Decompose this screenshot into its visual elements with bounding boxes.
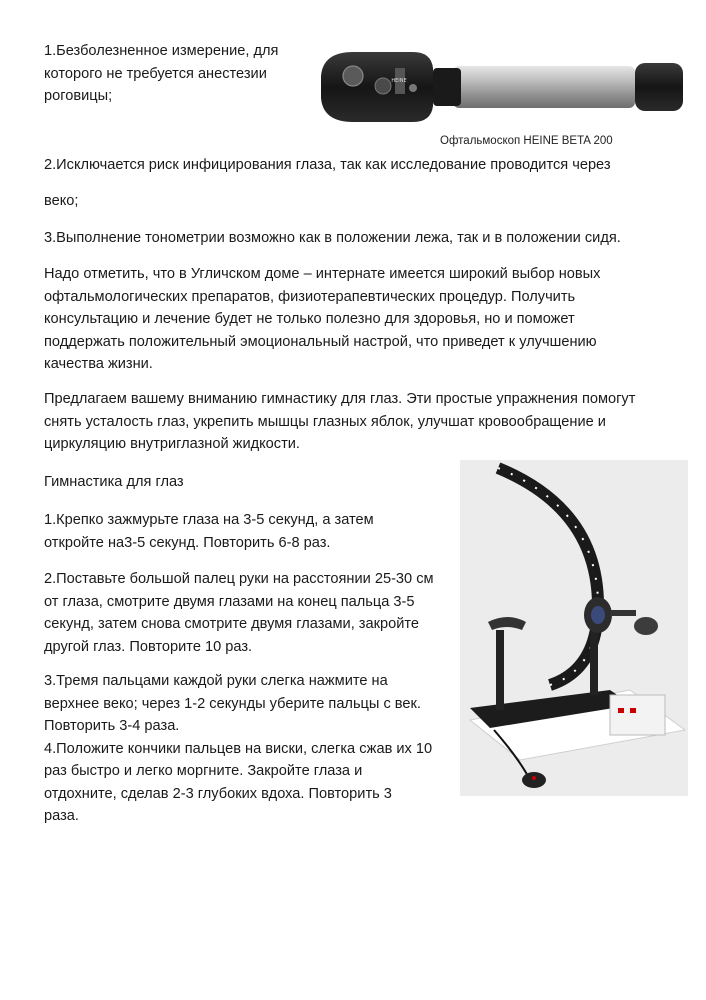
exercise-heading: Гимнастика для глаз <box>44 474 184 490</box>
ophthalmoscope-image <box>313 46 693 128</box>
ophthalmoscope-logo-text: HEINE <box>391 78 407 84</box>
paragraph-3: 3.Выполнение тонометрии возможно как в положении лежа, так и в положении сидя. <box>44 230 621 246</box>
paragraph-1: 1.Безболезненное измерение, для которого не требуется анестезии роговицы; <box>44 43 279 104</box>
ophthalmoscope-caption: Офтальмоскоп HEINE BETA 200 <box>440 135 613 147</box>
perimeter-device-image <box>460 460 688 796</box>
paragraph-4: Надо отметить, что в Угличском доме – интернате имеется широкий выбор новых офтальмологических препаратов, физиотерапевтических процедур. Получить консультацию и лечение будет не только полезно для здоровья, но и поможет поддержать положительный эмоциональный настрой, что приведет к улучшению качества жизни. <box>44 266 601 372</box>
exercise-1: 1.Крепко зажмурьте глаза на 3-5 секунд, а затем откройте на3-5 секунд. Повторить 6-8 раз. <box>44 512 374 551</box>
paragraph-2-continued: веко; <box>44 193 79 209</box>
paragraph-2: 2.Исключается риск инфицирования глаза, так как исследование проводится через <box>44 157 611 173</box>
paragraph-5: Предлагаем вашему вниманию гимнастику для глаз. Эти простые упражнения помогут снять усталость глаз, укрепить мышцы глазных яблок, улучшат кровообращение и циркуляцию внутриглазной жидкости. <box>44 391 636 452</box>
exercise-3-4: 3.Тремя пальцами каждой руки слегка нажмите на верхнее веко; через 1-2 секунды уберите пальцы с век. Повторить 3-4 раза. 4.Положите кончики пальцев на виски, слегка сжав их 10 раз быстро и легко моргните. Закройте глаза и отдохните, сделав 2-3 глубоких вдоха. Повторить 3 раза. <box>44 673 433 824</box>
exercise-2: 2.Поставьте большой палец руки на расстоянии 25-30 см от глаза, смотрите двумя глазами на конец пальца 3-5 секунд, затем снова смотрите двумя глазами, закройте другой глаз. Повторите 10 раз. <box>44 571 434 655</box>
